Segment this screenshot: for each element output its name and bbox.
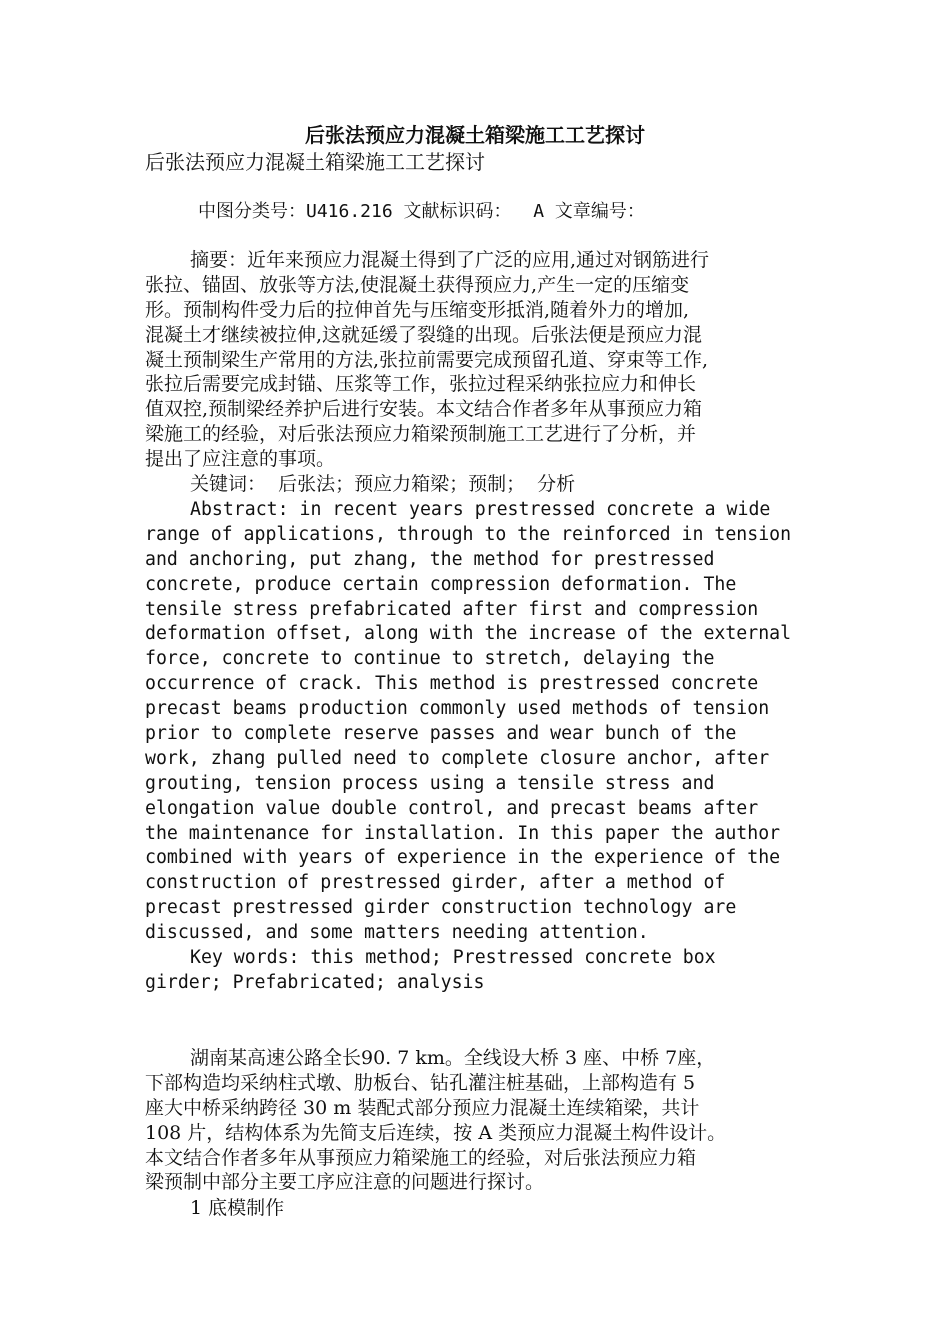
abstract-en-line: tensile stress prefabricated after first and compression xyxy=(145,598,759,620)
document-subtitle: 后张法预应力混凝土箱梁施工工艺探讨 xyxy=(145,150,485,174)
abstract-cn-line: 提出了应注意的事项。 xyxy=(145,448,336,471)
abstract-en-line: Abstract: in recent years prestressed concrete a wide xyxy=(190,499,771,520)
abstract-cn-line: 梁施工的经验，对后张法预应力箱梁预制施工工艺进行了分析，并 xyxy=(145,423,697,446)
keywords-en-continued: girder; Prefabricated; analysis xyxy=(145,971,485,993)
abstract-en-line: prior to complete reserve passes and wear bunch of the xyxy=(145,723,737,745)
abstract-en-line: precast beams production commonly used methods of tension xyxy=(145,698,770,720)
body-line: 座大中桥采纳跨径 30 m 装配式部分预应力混凝土连续箱梁，共计 xyxy=(145,1096,700,1119)
abstract-en-line: the maintenance for installation. In this paper the author xyxy=(145,822,781,844)
abstract-en-line: construction of prestressed girder, after a method of xyxy=(145,872,726,894)
body-intro xyxy=(145,1046,825,1195)
abstract-cn-line: 凝土预制梁生产常用的方法,张拉前需要完成预留孔道、穿束等工作, xyxy=(145,348,709,371)
abstract-en xyxy=(145,498,825,996)
abstract-en-line: elongation value double control, and precast beams after xyxy=(145,797,759,819)
body-line: 湖南某高速公路全长90. 7 km。全线设大桥 3 座、中桥 7座， xyxy=(190,1047,716,1069)
abstract-cn-line: 值双控,预制梁经养护后进行安装。本文结合作者多年从事预应力箱 xyxy=(145,398,703,421)
abstract-cn-line: 摘要：近年来预应力混凝土得到了广泛的应用,通过对钢筋进行 xyxy=(190,249,710,271)
abstract-en-line: and anchoring, put zhang, the method for prestressed xyxy=(145,548,715,570)
abstract-cn-line: 张拉后需要完成封锚、压浆等工作，张拉过程采纳张拉应力和伸长 xyxy=(145,373,697,396)
keywords-cn: 关键词： 后张法；预应力箱梁；预制； 分析 xyxy=(190,473,576,496)
abstract-en-line: force, concrete to continue to stretch, delaying the xyxy=(145,648,715,670)
abstract-en-line: range of applications, through to the reinforced in tension xyxy=(145,523,792,545)
body-line: 梁预制中部分主要工序应注意的问题进行探讨。 xyxy=(145,1171,545,1194)
abstract-en-line: work, zhang pulled need to complete closure anchor, after xyxy=(145,747,770,769)
body-line: 本文结合作者多年从事预应力箱梁施工的经验，对后张法预应力箱 xyxy=(145,1146,697,1169)
document-title: 后张法预应力混凝土箱梁施工工艺探讨 xyxy=(305,123,645,147)
body-line: 108 片，结构体系为先简支后连续，按 A 类预应力混凝土构件设计。 xyxy=(145,1121,727,1144)
body-line: 下部构造均采纳柱式墩、肋板台、钻孔灌注桩基础，上部构造有 5 xyxy=(145,1071,696,1094)
section-heading: 1 底模制作 xyxy=(190,1197,285,1219)
abstract-en-line: discussed, and some matters needing attention. xyxy=(145,922,649,944)
abstract-en-line: precast prestressed girder construction technology are xyxy=(145,897,737,919)
keywords-en: Key words: this method; Prestressed concrete box xyxy=(190,947,716,969)
abstract-cn-line: 张拉、锚固、放张等方法,使混凝土获得预应力,产生一定的压缩变 xyxy=(145,273,690,296)
abstract-cn xyxy=(145,248,825,497)
abstract-en-line: concrete, produce certain compression deformation. The xyxy=(145,573,737,595)
abstract-en-line: deformation offset, along with the increase of the external xyxy=(145,623,792,645)
abstract-cn-line: 形。预制构件受力后的拉伸首先与压缩变形抵消,随着外力的增加, xyxy=(145,298,690,321)
abstract-en-line: grouting, tension process using a tensile stress and xyxy=(145,772,715,794)
abstract-cn-line: 混凝土才继续被拉伸,这就延缓了裂缝的出现。后张法便是预应力混 xyxy=(145,323,703,346)
abstract-en-line: combined with years of experience in the experience of the xyxy=(145,847,781,869)
classification-line: 中图分类号：U416.216 文献标识码： A 文章编号： xyxy=(198,201,645,222)
abstract-en-line: occurrence of crack. This method is prestressed concrete xyxy=(145,673,759,695)
